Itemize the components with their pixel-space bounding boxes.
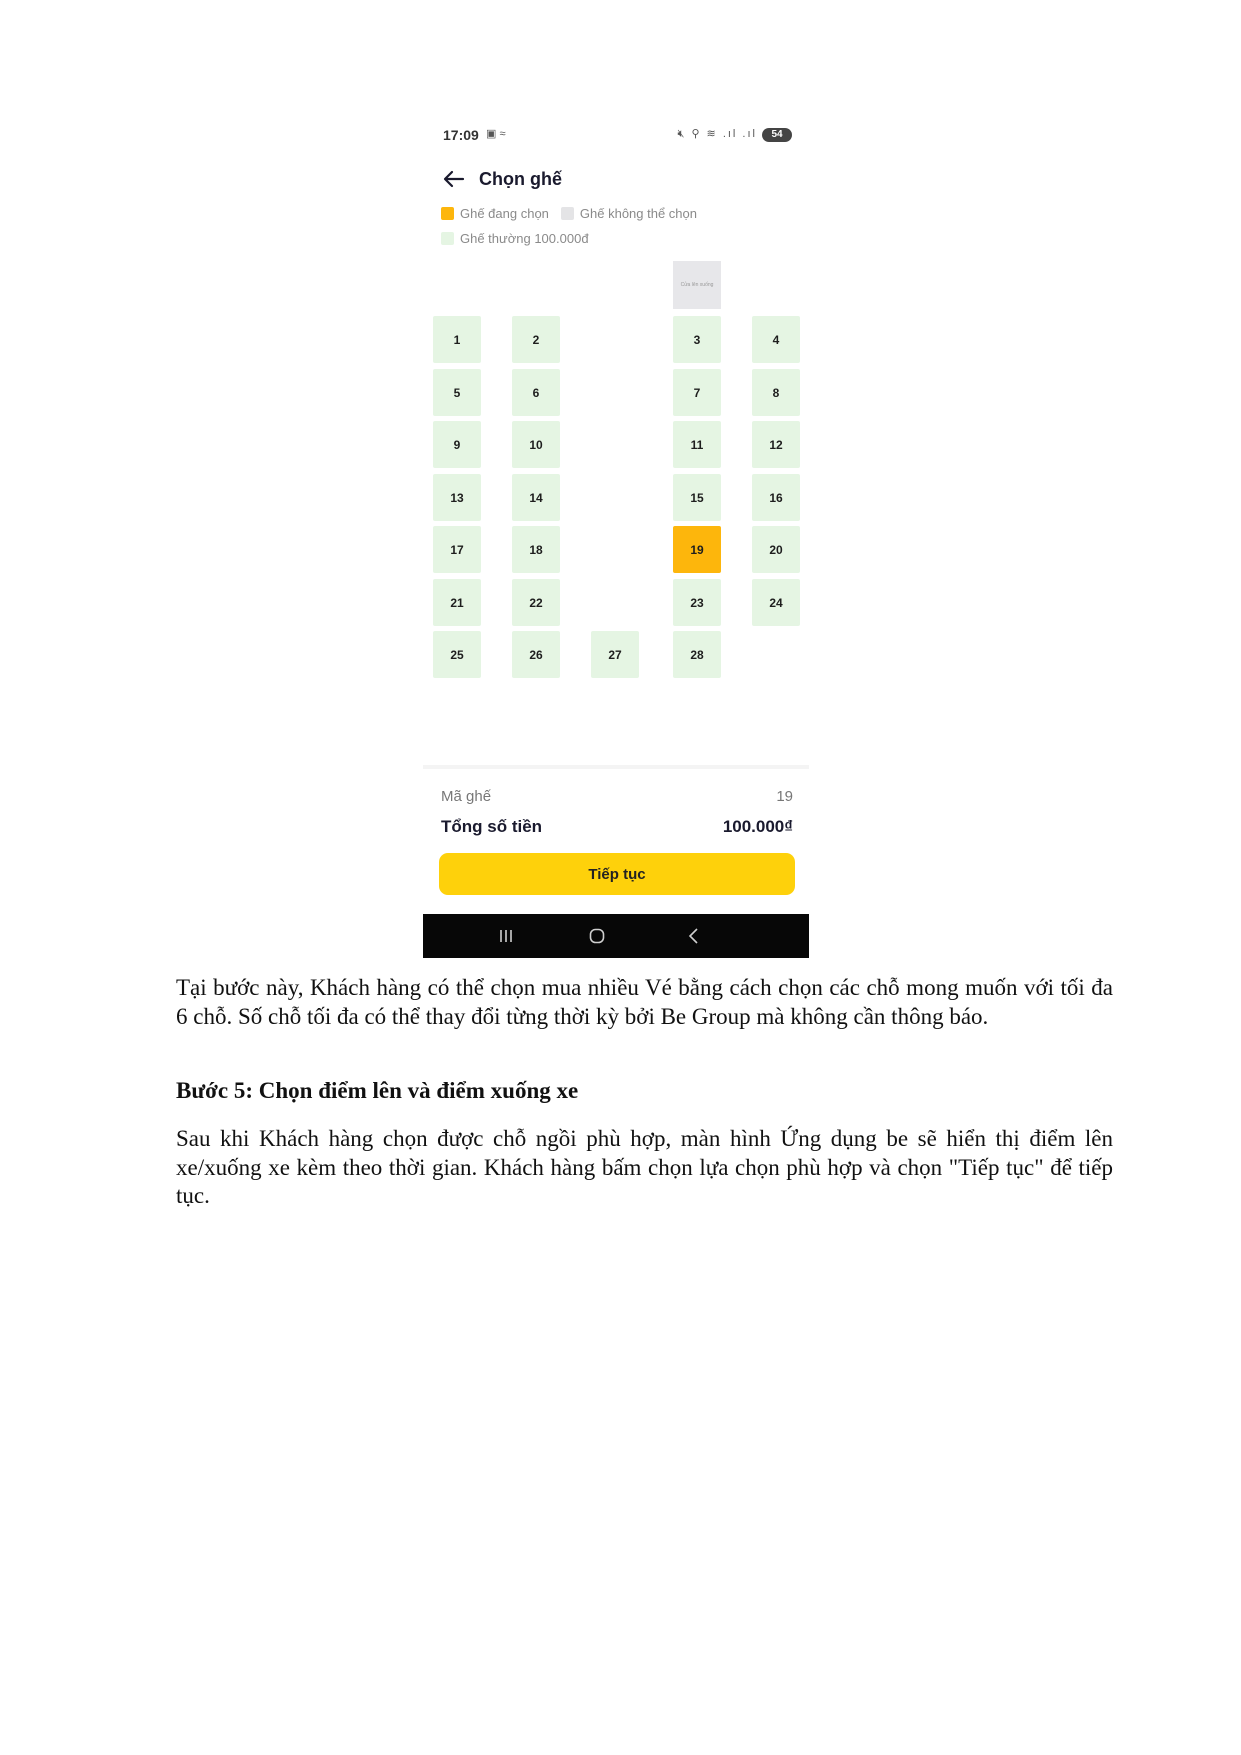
legend-selected-label: Ghế đang chọn — [460, 205, 549, 221]
door-indicator: Cửa lên xuống — [673, 261, 721, 309]
phone-screenshot — [423, 114, 809, 958]
seat-4[interactable]: 4 — [752, 316, 800, 363]
legend-unavailable — [561, 206, 697, 221]
seat-2[interactable]: 2 — [512, 316, 560, 363]
total-label: Tổng số tiền — [441, 817, 543, 836]
status-time: 17:09 — [443, 127, 479, 143]
seat-code-value: 19 — [776, 788, 793, 805]
page-title: Chọn ghế — [479, 168, 562, 189]
back-nav-icon[interactable] — [683, 925, 705, 947]
seat-17[interactable]: 17 — [433, 526, 481, 573]
footer-divider — [423, 765, 809, 769]
continue-button[interactable]: Tiếp tục — [439, 853, 795, 895]
signal-icons: 🔇︎ ⚲ ≋ .ıl .ıl — [677, 128, 757, 140]
legend-regular — [441, 231, 589, 246]
seat-8[interactable]: 8 — [752, 369, 800, 416]
regular-swatch — [441, 232, 454, 245]
seat-3[interactable]: 3 — [673, 316, 721, 363]
seat-9[interactable]: 9 — [433, 421, 481, 468]
seat-23[interactable]: 23 — [673, 579, 721, 626]
home-icon[interactable] — [586, 925, 608, 947]
seat-legend — [441, 202, 709, 252]
page-header — [441, 164, 562, 194]
legend-selected — [441, 206, 549, 221]
recent-apps-icon[interactable] — [495, 925, 517, 947]
seat-24[interactable]: 24 — [752, 579, 800, 626]
battery-icon: 54 — [762, 128, 792, 142]
legend-regular-label: Ghế thường 100.000đ — [460, 230, 589, 246]
seat-26[interactable]: 26 — [512, 631, 560, 678]
paragraph-seat-selection: Tại bước này, Khách hàng có thể chọn mua nhiều Vé bằng cách chọn các chỗ mong muốn với tối đa 6 chỗ. Số chỗ tối đa có thể thay đổi từng thời kỳ bởi Be Group mà không cần thông báo. — [176, 975, 1113, 1029]
seat-6[interactable]: 6 — [512, 369, 560, 416]
back-arrow-icon[interactable] — [441, 166, 467, 192]
seat-28[interactable]: 28 — [673, 631, 721, 678]
seat-code-label: Mã ghế — [441, 788, 492, 805]
seat-18[interactable]: 18 — [512, 526, 560, 573]
legend-unavailable-label: Ghế không thể chọn — [579, 205, 697, 221]
step5-heading: Bước 5: Chọn điểm lên và điểm xuống xe — [176, 1078, 579, 1103]
seat-16[interactable]: 16 — [752, 474, 800, 521]
seat-11[interactable]: 11 — [673, 421, 721, 468]
status-bar — [423, 114, 809, 154]
seat-13[interactable]: 13 — [433, 474, 481, 521]
seat-5[interactable]: 5 — [433, 369, 481, 416]
seat-15[interactable]: 15 — [673, 474, 721, 521]
paragraph-pickup-dropoff: Sau khi Khách hàng chọn được chỗ ngồi phù hợp, màn hình Ứng dụng be sẽ hiển thị điểm lên xe/xuống xe kèm theo thời gian. Khách hàng bấm chọn lựa chọn phù hợp và chọn "Tiếp tục" để tiếp tục. — [176, 1126, 1113, 1208]
seat-12[interactable]: 12 — [752, 421, 800, 468]
total-value: 100.000₫ — [722, 817, 793, 836]
seat-21[interactable]: 21 — [433, 579, 481, 626]
seat-1[interactable]: 1 — [433, 316, 481, 363]
selected-swatch — [441, 207, 454, 220]
screenshot-icon: ▣ ≈ — [486, 128, 506, 140]
seat-20[interactable]: 20 — [752, 526, 800, 573]
unavailable-swatch — [561, 207, 574, 220]
seat-10[interactable]: 10 — [512, 421, 560, 468]
seat-7[interactable]: 7 — [673, 369, 721, 416]
seat-27[interactable]: 27 — [591, 631, 639, 678]
seat-25[interactable]: 25 — [433, 631, 481, 678]
seat-19[interactable]: 19 — [673, 526, 721, 573]
android-nav-bar — [423, 914, 809, 958]
seat-14[interactable]: 14 — [512, 474, 560, 521]
seat-22[interactable]: 22 — [512, 579, 560, 626]
